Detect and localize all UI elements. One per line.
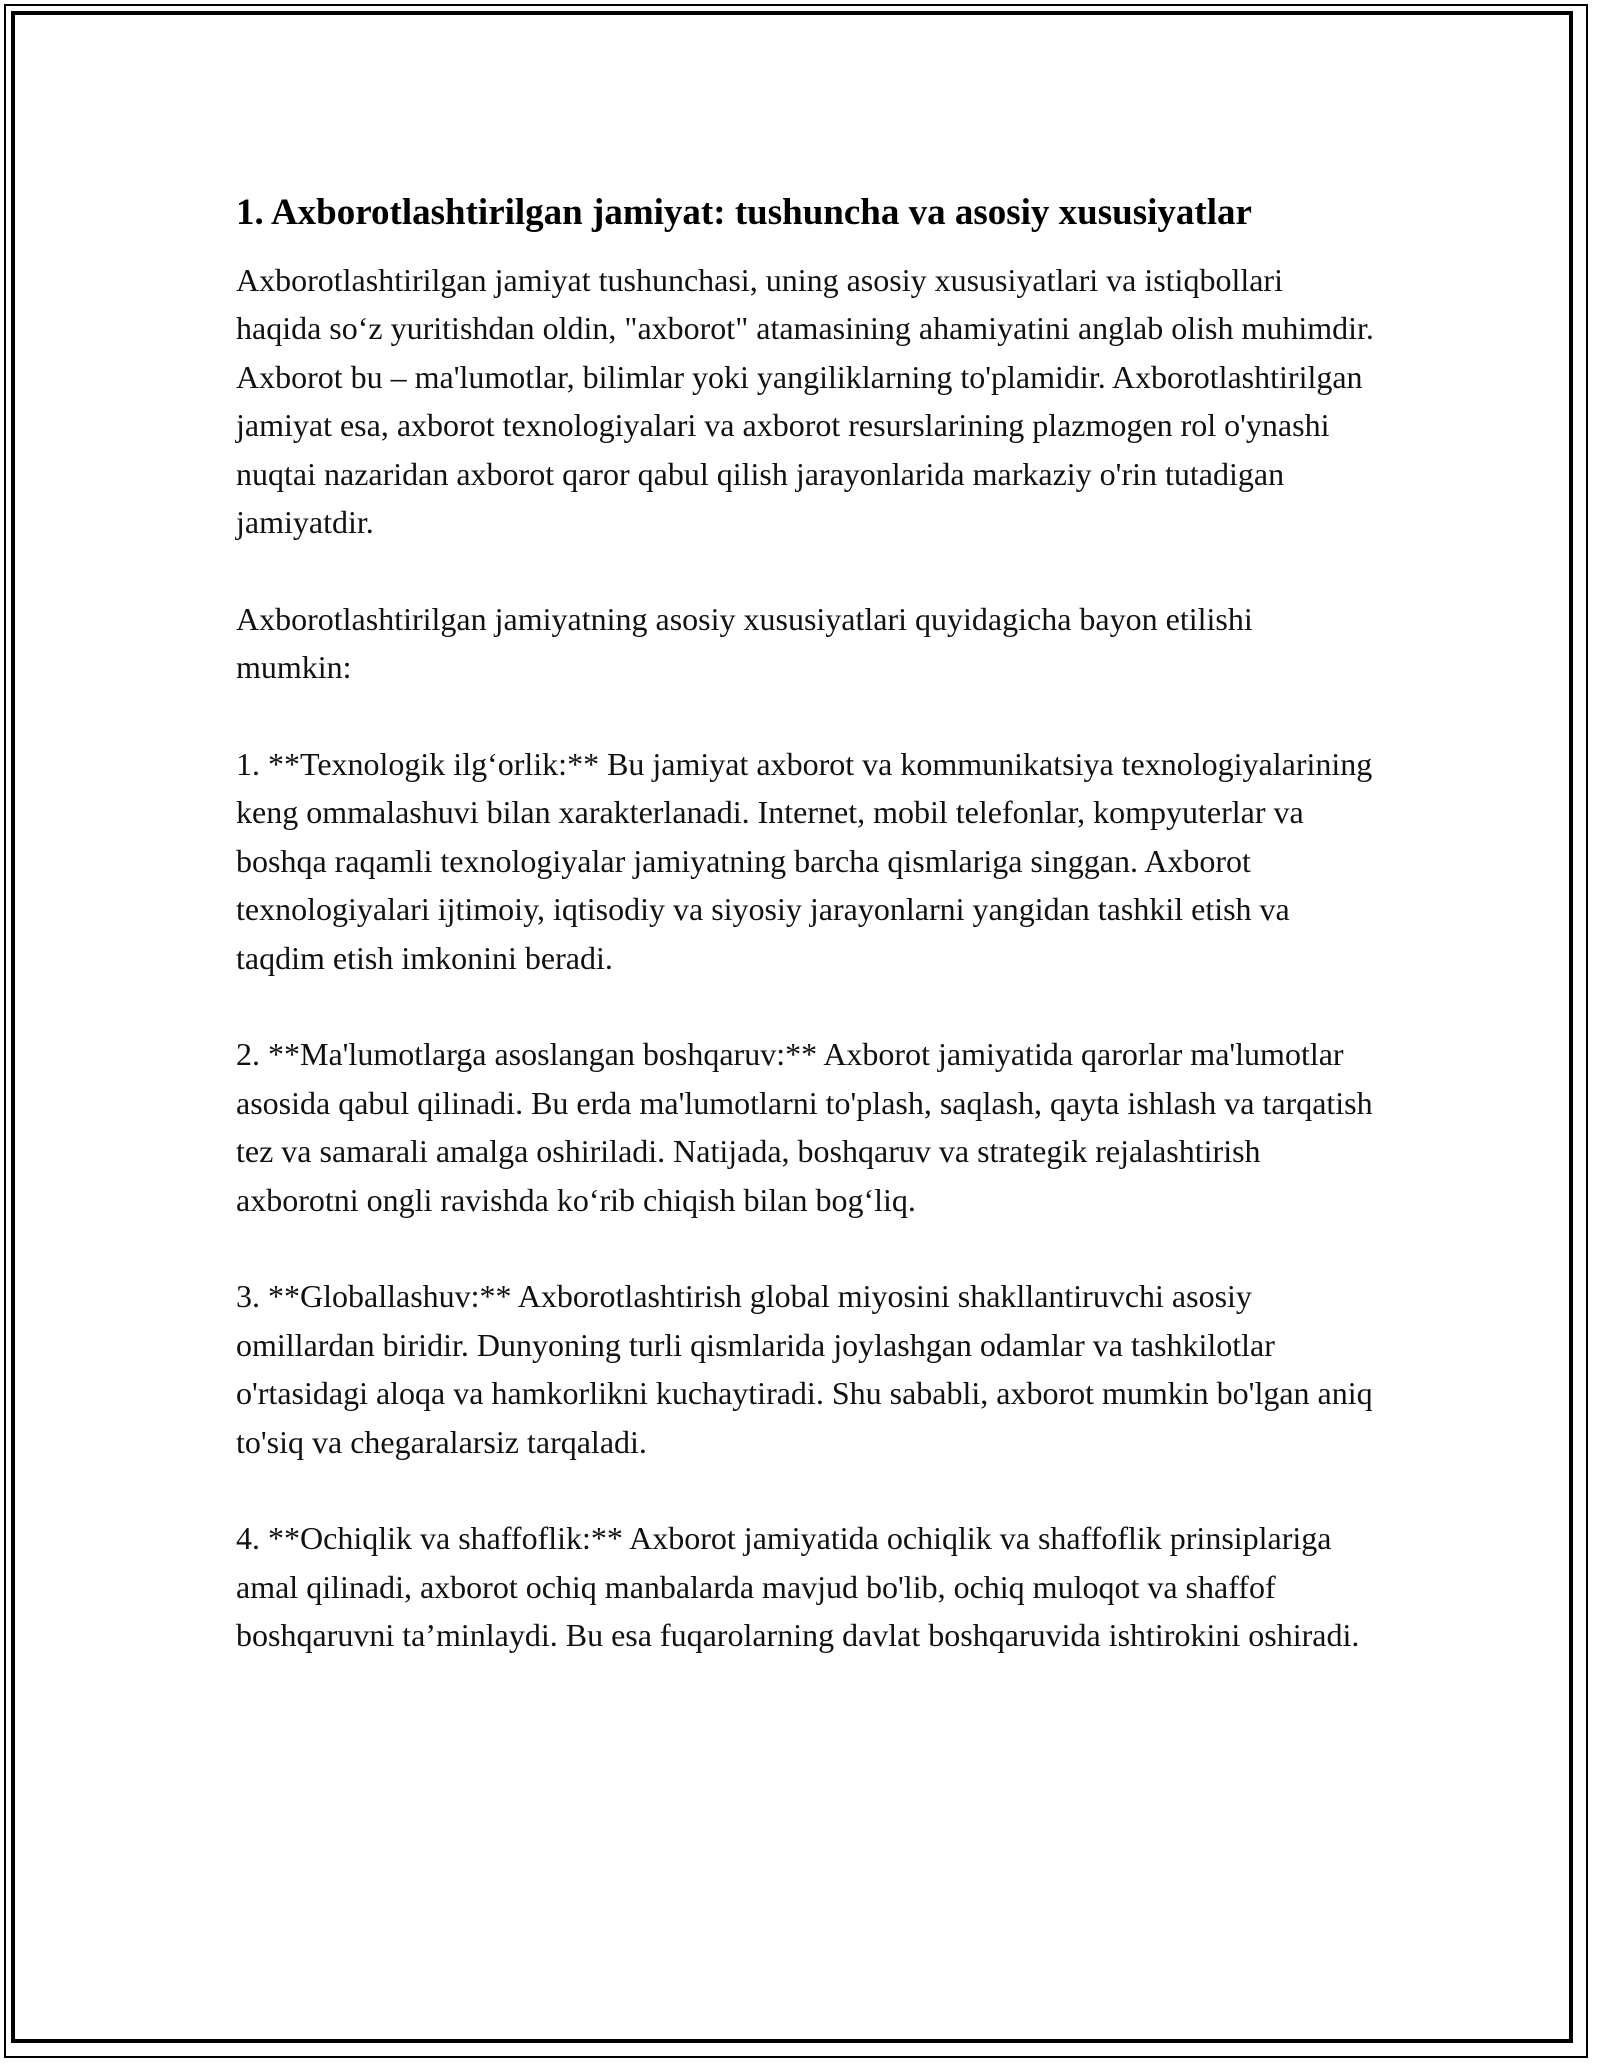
feature-item-technology: 1. **Texnologik ilg‘orlik:** Bu jamiyat axborot va kommunikatsiya texnologiyalarining keng ommalashuvi bilan xarakterlanadi. Internet, mobil telefonlar, kompyuterlar va boshqa raqamli texnologiyalar jamiyatning barcha qismlariga singgan. Axborot texnologiyalari ijtimoiy, iqtisodiy va siyosiy jarayonlarni yangidan tashkil etish va taqdim etish imkonini beradi. <box>236 746 1373 976</box>
intro-paragraph: Axborotlashtirilgan jamiyat tushunchasi, uning asosiy xususiyatlari va istiqbollari haqida so‘z yuritishdan oldin, "axborot" atamasining ahamiyatini anglab olish muhimdir. Axborot bu – ma'lumotlar, bilimlar yoki yangiliklarning to'plamidir. Axborotlashtirilgan jamiyat esa, axborot texnologiyalari va axborot resurslarining plazmogen rol o'ynashi nuqtai nazaridan axborot qaror qabul qilish jarayonlarida markaziy o'rin tutadigan jamiyatdir. <box>236 262 1374 541</box>
section-heading: 1. Axborotlashtirilgan jamiyat: tushuncha va asosiy xususiyatlar <box>236 192 1252 233</box>
feature-item-globalization: 3. **Globallashuv:** Axborotlashtirish global miyosini shakllantiruvchi asosiy omillardan biridir. Dunyoning turli qismlarida joylashgan odamlar va tashkilotlar o'rtasidagi aloqa va hamkorlikni kuchaytiradi. Shu sababli, axborot mumkin bo'lgan aniq to'siq va chegaralarsiz tarqaladi. <box>236 1278 1373 1460</box>
features-lead-paragraph: Axborotlashtirilgan jamiyatning asosiy xususiyatlari quyidagicha bayon etilishi mumkin: <box>236 600 1253 686</box>
feature-item-openness: 4. **Ochiqlik va shaffoflik:** Axborot jamiyatida ochiqlik va shaffoflik prinsiplariga amal qilinadi, axborot ochiq manbalarda mavjud bo'lib, ochiq muloqot va shaffof boshqaruvni ta’minlaydi. Bu esa fuqarolarning davlat boshqaruvida ishtirokini oshiradi. <box>236 1520 1360 1654</box>
feature-item-data-governance: 2. **Ma'lumotlarga asoslangan boshqaruv:** Axborot jamiyatida qarorlar ma'lumotlar asosida qabul qilinadi. Bu erda ma'lumotlarni to'plash, saqlash, qayta ishlash va tarqatish tez va samarali amalga oshiriladi. Natijada, boshqaruv va strategik rejalashtirish axborotni ongli ravishda ko‘rib chiqish bilan bog‘liq. <box>236 1036 1373 1218</box>
document-body <box>236 186 1376 1708</box>
